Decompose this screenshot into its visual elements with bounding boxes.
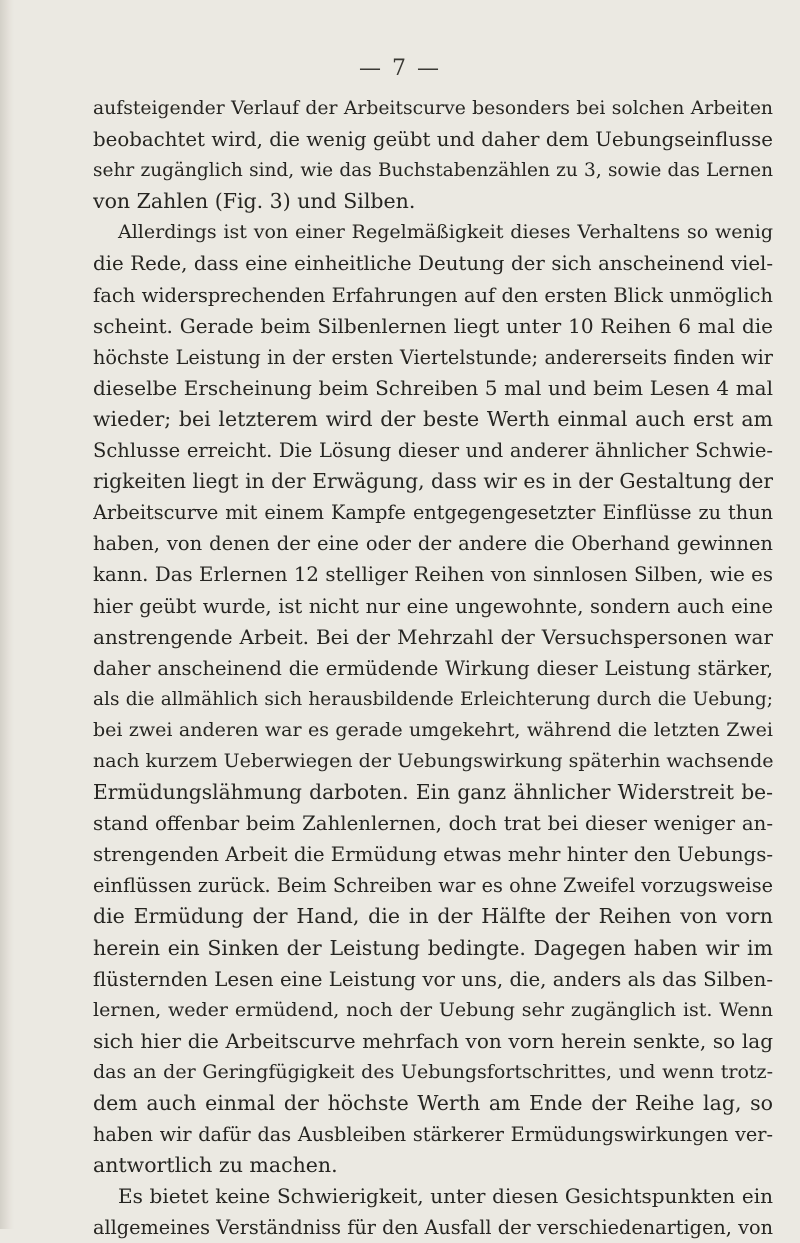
text-line: die Rede, dass eine einheitliche Deutung der sich anscheinend viel-: [93, 252, 773, 276]
text-line: hier geübt wurde, ist nicht nur eine ungewohnte, sondern auch eine: [93, 594, 773, 618]
text-line: einflüssen zurück. Beim Schreiben war es ohne Zweifel vorzugsweise: [93, 874, 773, 898]
paragraph-3: [93, 1181, 773, 1243]
text-line: haben wir dafür das Ausbleiben stärkerer Ermüdungswirkungen ver-: [93, 1123, 773, 1147]
text-line: als die allmählich sich herausbildende Erleichterung durch die Uebung;: [93, 688, 773, 710]
text-line: wieder; bei letzterem wird der beste Werth einmal auch erst am: [93, 406, 773, 431]
paragraph-1: [93, 93, 773, 217]
text-line: daher anscheinend die ermüdende Wirkung dieser Leistung stärker,: [93, 656, 773, 680]
text-line: stand offenbar beim Zahlenlernen, doch trat bei dieser weniger an-: [93, 812, 773, 836]
text-line: scheint. Gerade beim Silbenlernen liegt unter 10 Reihen 6 mal die: [93, 313, 773, 338]
text-line: höchste Leistung in der ersten Viertelstunde; andererseits finden wir: [93, 345, 773, 369]
text-line: herein ein Sinken der Leistung bedingte. Dagegen haben wir im: [93, 935, 773, 960]
text-line: dieselbe Erscheinung beim Schreiben 5 mal und beim Lesen 4 mal: [93, 375, 773, 400]
text-line: nach kurzem Ueberwiegen der Uebungswirkung späterhin wachsende: [93, 749, 773, 772]
text-body: [93, 93, 773, 1243]
paragraph-2: [93, 217, 773, 1181]
text-line: Arbeitscurve mit einem Kampfe entgegengesetzter Einflüsse zu thun: [93, 501, 773, 525]
text-line: das an der Geringfügigkeit des Uebungsfortschrittes, und wenn trotz-: [93, 1060, 773, 1083]
text-line: von Zahlen (Fig. 3) und Silben.: [93, 189, 416, 214]
text-line: flüsternden Lesen eine Leistung vor uns, die, anders als das Silben-: [93, 967, 773, 991]
text-line: lernen, weder ermüdend, noch der Uebung sehr zugänglich ist. Wenn: [93, 998, 773, 1021]
text-line: fach widersprechenden Erfahrungen auf den ersten Blick unmöglich: [93, 283, 773, 307]
text-line: bei zwei anderen war es gerade umgekehrt, während die letzten Zwei: [93, 718, 773, 741]
text-line: Allerdings ist von einer Regelmäßigkeit dieses Verhaltens so wenig: [118, 221, 773, 244]
text-line: haben, von denen der eine oder der andere die Oberhand gewinnen: [93, 532, 773, 556]
text-line: beobachtet wird, die wenig geübt und daher dem Uebungseinflusse: [93, 128, 773, 152]
text-line: die Ermüdung der Hand, die in der Hälfte der Reihen von vorn: [93, 904, 773, 929]
text-line: aufsteigender Verlauf der Arbeitscurve besonders bei solchen Arbeiten: [93, 98, 773, 119]
text-line: Schlusse erreicht. Die Lösung dieser und anderer ähnlicher Schwie-: [93, 439, 773, 463]
text-line: kann. Das Erlernen 12 stelliger Reihen von sinnlosen Silben, wie es: [93, 563, 773, 587]
text-line: Es bietet keine Schwierigkeit, unter diesen Gesichtspunkten ein: [118, 1184, 773, 1209]
text-line: sehr zugänglich sind, wie das Buchstabenzählen zu 3, sowie das Lernen: [93, 160, 773, 182]
text-line: allgemeines Verständniss für den Ausfall der verschiedenartigen, von: [93, 1216, 773, 1240]
text-line: dem auch einmal der höchste Werth am Ende der Reihe lag, so: [93, 1091, 773, 1115]
page-number: — 7 —: [359, 56, 441, 81]
text-line: anstrengende Arbeit. Bei der Mehrzahl der Versuchspersonen war: [93, 624, 773, 649]
text-line: rigkeiten liegt in der Erwägung, dass wir es in der Gestaltung der: [93, 469, 773, 494]
text-line: strengenden Arbeit die Ermüdung etwas mehr hinter den Uebungs-: [93, 843, 773, 867]
text-line: antwortlich zu machen.: [93, 1153, 338, 1178]
text-line: Ermüdungslähmung darboten. Ein ganz ähnlicher Widerstreit be-: [93, 780, 773, 805]
text-line: sich hier die Arbeitscurve mehrfach von vorn herein senkte, so lag: [93, 1028, 773, 1053]
